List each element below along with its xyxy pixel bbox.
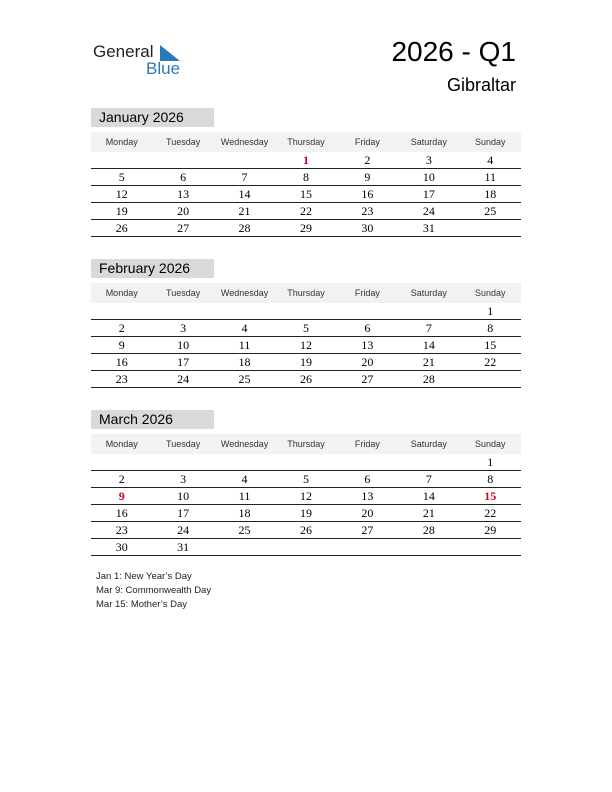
day-cell: 24 [422,204,435,218]
day-cell: 15 [299,187,312,201]
empty-day-cell [275,303,336,319]
week-row [91,186,521,203]
day-cell: 26 [299,372,312,386]
day-cell: 18 [484,187,497,201]
empty-day-cell [460,371,521,387]
day-cell: 9 [364,170,371,184]
day-cell: 13 [177,187,190,201]
weekday-header: Wednesday [220,439,269,449]
empty-day-cell [214,539,275,555]
month-label-text: March 2026 [99,411,173,427]
day-cell: 17 [422,187,435,201]
empty-day-cell [398,454,459,470]
day-cell: 25 [484,204,497,218]
day-cell: 23 [361,204,374,218]
day-cell: 1 [487,455,494,469]
weekday-header: Sunday [474,439,506,449]
weekday-header: Saturday [410,288,447,298]
day-cell: 17 [177,506,190,520]
day-cell: 14 [238,187,251,201]
week-row [91,169,521,186]
day-cell: 21 [422,355,435,369]
day-cell: 6 [364,321,371,335]
day-cell: 3 [180,472,187,486]
day-cell: 27 [177,221,190,235]
weekday-header-row [91,132,521,152]
country-name: Gibraltar [446,75,516,95]
day-cell: 27 [361,523,374,537]
week-row [91,152,521,169]
day-cell: 8 [487,321,494,335]
day-cell: 11 [238,489,251,503]
day-cell: 22 [484,355,497,369]
month-january [91,108,521,237]
weekday-header: Thursday [287,439,325,449]
week-row [91,522,521,539]
day-cell: 20 [177,204,190,218]
day-cell: 14 [422,489,435,503]
week-row [91,488,521,505]
weekday-header: Wednesday [220,137,269,147]
day-cell: 15 [484,489,497,503]
week-row [91,203,521,220]
day-cell: 11 [238,338,251,352]
day-cell: 30 [115,540,128,554]
day-cell: 9 [118,338,125,352]
empty-day-cell [460,539,521,555]
day-cell: 13 [361,489,374,503]
day-cell: 5 [302,321,309,335]
day-cell: 1 [302,153,309,167]
week-row [91,303,521,320]
week-row [91,354,521,371]
day-cell: 4 [487,153,494,167]
day-cell: 22 [299,204,312,218]
day-cell: 28 [422,372,435,386]
empty-day-cell [275,454,336,470]
month-label [91,410,214,429]
weekday-header-row [91,434,521,454]
day-cell: 19 [299,506,312,520]
holiday-note: Mar 15: Mother’s Day [96,599,187,610]
empty-day-cell [337,303,398,319]
empty-day-cell [214,303,275,319]
holiday-notes [96,570,211,612]
month-label [91,259,214,278]
day-cell: 7 [425,472,432,486]
day-cell: 12 [115,187,128,201]
empty-day-cell [398,303,459,319]
empty-day-cell [275,539,336,555]
week-row [91,320,521,337]
day-cell: 16 [115,355,128,369]
day-cell: 18 [238,355,251,369]
day-cell: 25 [238,372,251,386]
week-row [91,454,521,471]
day-cell: 10 [177,338,190,352]
day-cell: 16 [115,506,128,520]
day-cell: 4 [241,472,248,486]
day-cell: 19 [299,355,312,369]
weekday-header: Monday [105,439,138,449]
day-cell: 15 [484,338,497,352]
weekday-header: Thursday [287,288,325,298]
day-cell: 1 [487,304,494,318]
day-cell: 19 [115,204,128,218]
day-cell: 17 [177,355,190,369]
day-cell: 6 [180,170,187,184]
day-cell: 21 [422,506,435,520]
weekday-header: Tuesday [166,137,201,147]
empty-day-cell [152,152,213,168]
week-row [91,539,521,556]
empty-day-cell [152,454,213,470]
day-cell: 26 [299,523,312,537]
day-cell: 31 [177,540,190,554]
weekday-header: Sunday [474,137,506,147]
weekday-header: Friday [354,288,380,298]
month-march [91,410,521,556]
day-cell: 30 [361,221,374,235]
day-cell: 14 [422,338,435,352]
empty-day-cell [398,539,459,555]
day-cell: 12 [299,489,312,503]
day-cell: 25 [238,523,251,537]
month-label-text: February 2026 [99,260,191,276]
day-cell: 28 [422,523,435,537]
week-row [91,337,521,354]
week-row [91,220,521,237]
empty-day-cell [91,152,152,168]
week-row [91,505,521,522]
day-cell: 13 [361,338,374,352]
holiday-note: Jan 1: New Year’s Day [96,571,192,582]
logo-blue-text: Blue [146,59,181,78]
day-cell: 23 [115,372,128,386]
empty-day-cell [337,539,398,555]
day-cell: 7 [241,170,248,184]
logo-general-text: General [93,42,154,61]
day-cell: 11 [484,170,497,184]
weekday-header: Tuesday [166,288,201,298]
day-cell: 27 [361,372,374,386]
empty-day-cell [152,303,213,319]
weekday-header: Friday [354,439,380,449]
day-cell: 9 [118,489,125,503]
empty-day-cell [91,454,152,470]
weekday-header-row [91,283,521,303]
weekday-header: Wednesday [220,288,269,298]
day-cell: 5 [302,472,309,486]
month-february [91,259,521,388]
week-row [91,371,521,388]
empty-day-cell [214,454,275,470]
day-cell: 21 [238,204,251,218]
day-cell: 10 [422,170,435,184]
month-label [91,108,214,127]
day-cell: 8 [302,170,309,184]
page-title: 2026 - Q1 [391,36,516,67]
day-cell: 3 [425,153,432,167]
day-cell: 31 [422,221,435,235]
weekday-header: Friday [354,137,380,147]
day-cell: 18 [238,506,251,520]
day-cell: 2 [364,153,371,167]
weekday-header: Saturday [410,137,447,147]
day-cell: 28 [238,221,251,235]
empty-day-cell [214,152,275,168]
empty-day-cell [460,220,521,236]
day-cell: 8 [487,472,494,486]
day-cell: 4 [241,321,248,335]
day-cell: 12 [299,338,312,352]
day-cell: 3 [180,321,187,335]
holiday-note: Mar 9: Commonwealth Day [96,585,212,596]
day-cell: 29 [484,523,497,537]
day-cell: 7 [425,321,432,335]
day-cell: 16 [361,187,374,201]
day-cell: 26 [115,221,128,235]
day-cell: 22 [484,506,497,520]
day-cell: 23 [115,523,128,537]
day-cell: 24 [177,523,190,537]
day-cell: 20 [361,506,374,520]
week-row [91,471,521,488]
day-cell: 24 [177,372,190,386]
day-cell: 2 [118,321,125,335]
day-cell: 10 [177,489,190,503]
day-cell: 6 [364,472,371,486]
day-cell: 29 [299,221,312,235]
empty-day-cell [91,303,152,319]
month-label-text: January 2026 [99,109,184,125]
weekday-header: Saturday [410,439,447,449]
weekday-header: Monday [105,137,138,147]
day-cell: 5 [118,170,125,184]
weekday-header: Sunday [474,288,506,298]
day-cell: 20 [361,355,374,369]
weekday-header: Monday [105,288,138,298]
day-cell: 2 [118,472,125,486]
empty-day-cell [337,454,398,470]
weekday-header: Thursday [287,137,325,147]
weekday-header: Tuesday [166,439,201,449]
